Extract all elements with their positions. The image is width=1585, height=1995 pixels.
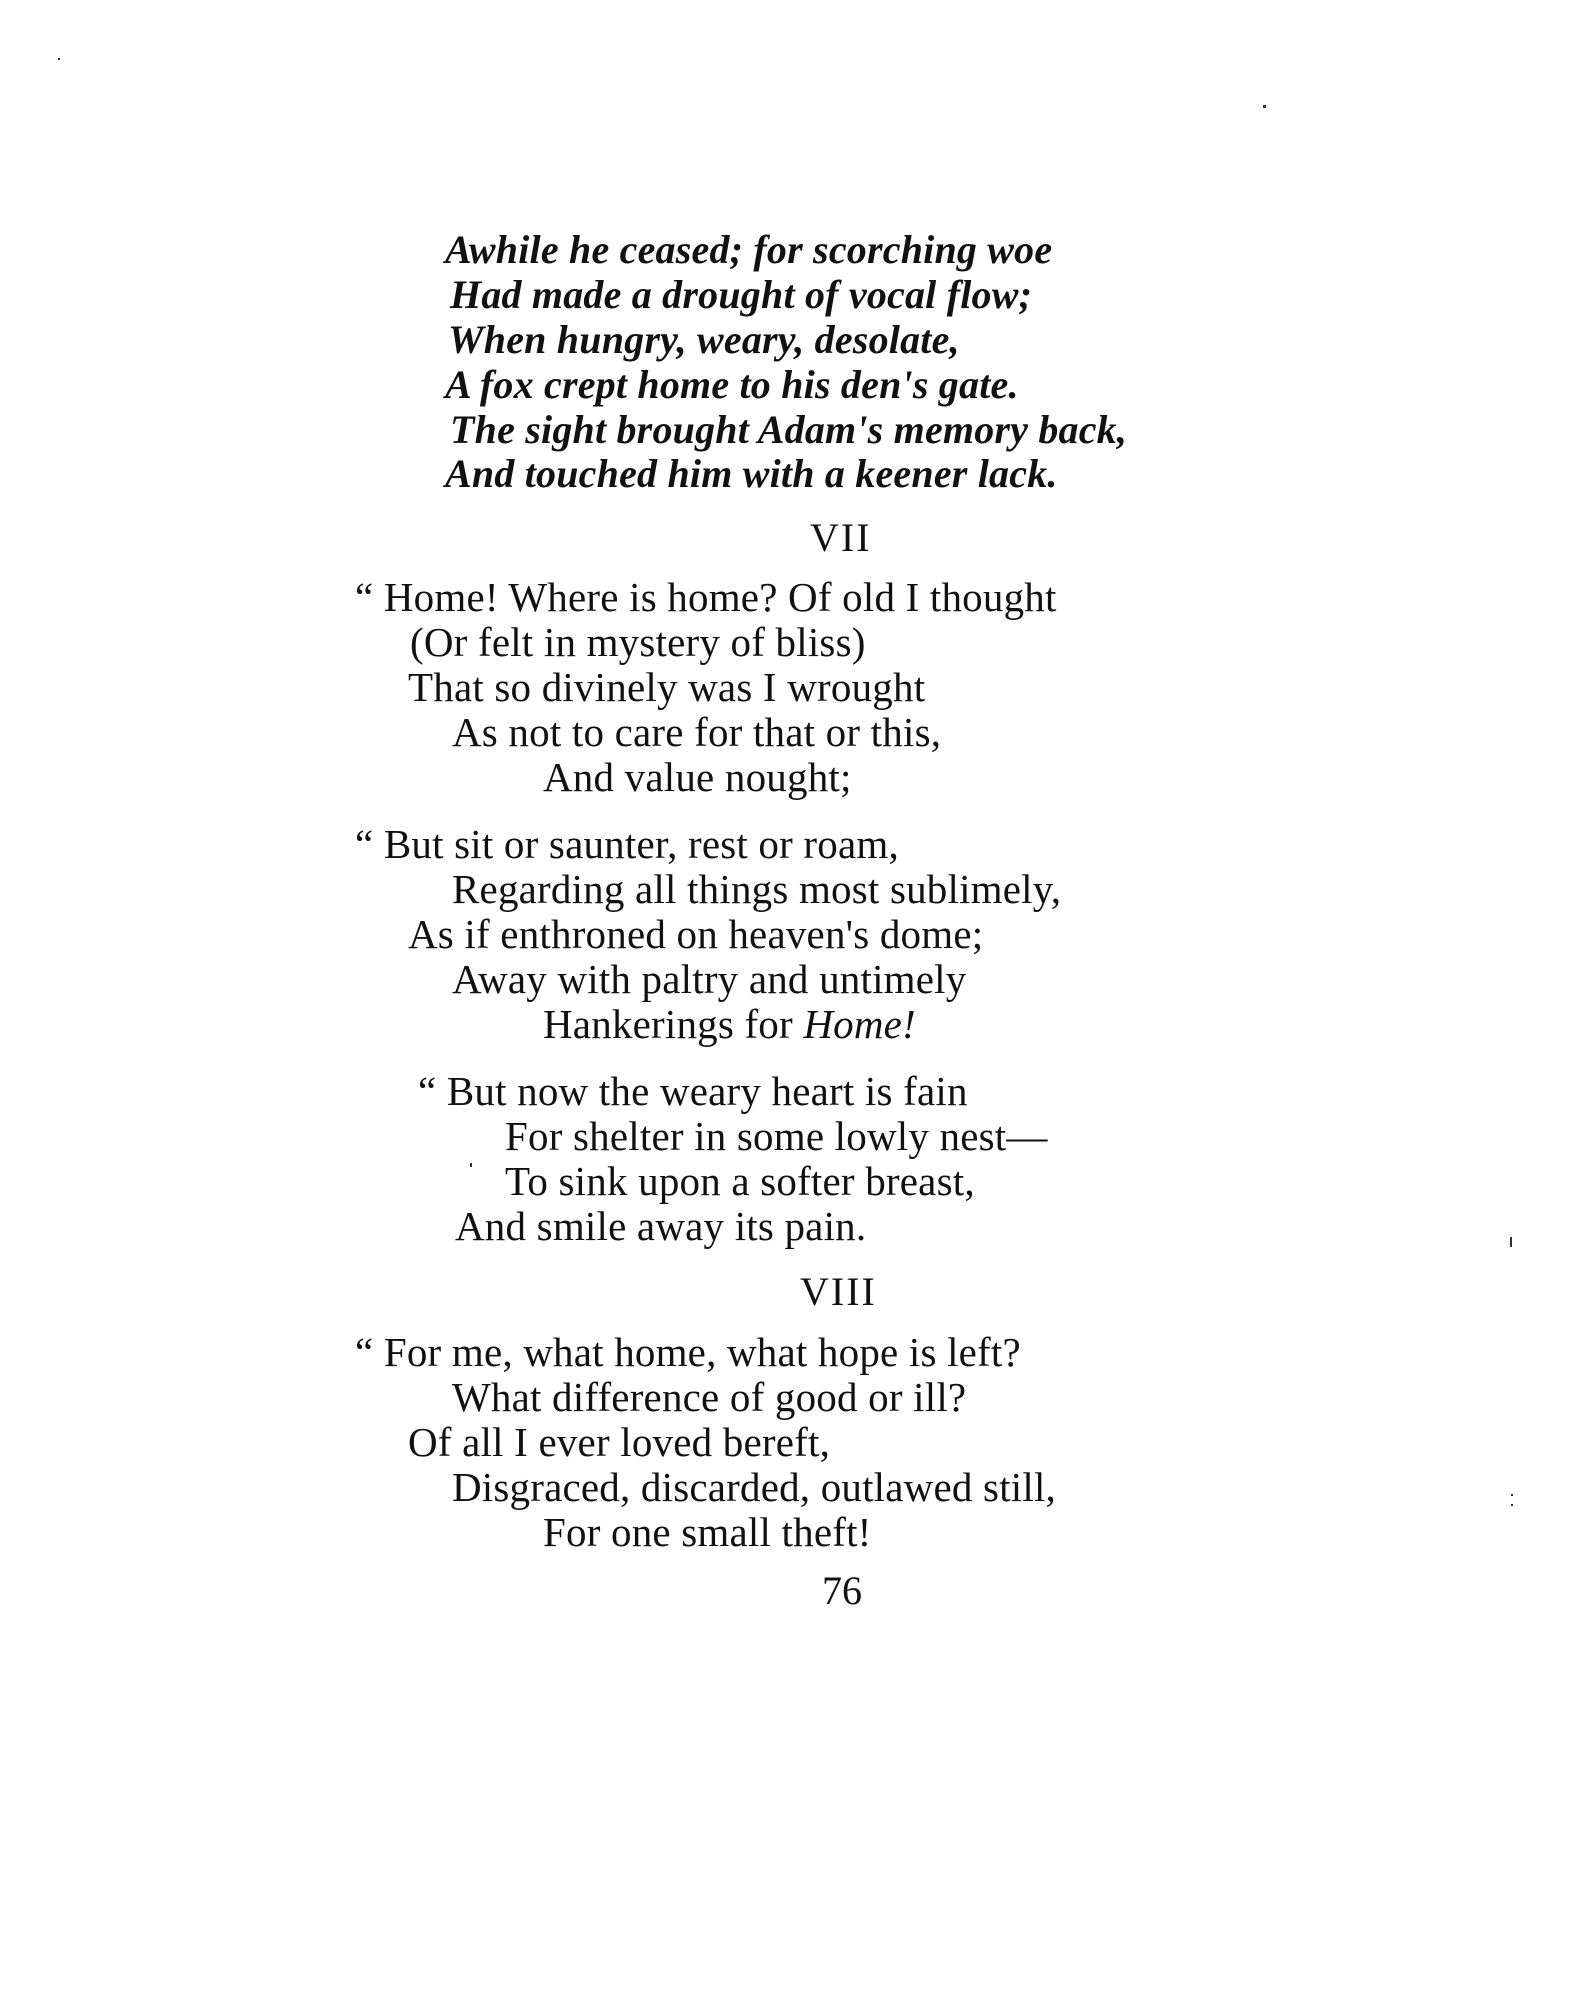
vii-stanza1-line-4: As not to care for that or this,	[452, 709, 942, 755]
vii-stanza3-line-3: To sink upon a softer breast,	[505, 1158, 975, 1204]
vii-stanza3-line-4: And smile away its pain.	[455, 1203, 867, 1249]
scan-speck	[1263, 105, 1266, 108]
viii-stanza1-line-2: What difference of good or ill?	[452, 1374, 967, 1420]
vii-stanza2-line-1: “ But sit or saunter, rest or roam,	[355, 821, 899, 867]
vii-stanza1-line-5: And value nought;	[543, 754, 852, 800]
viii-stanza1-line-5: For one small theft!	[543, 1509, 872, 1555]
scan-speck	[470, 1163, 472, 1167]
intro-line-5: The sight brought Adam's memory back,	[450, 407, 1128, 452]
scan-speck	[1511, 1504, 1513, 1506]
section-heading-vii: VII	[810, 515, 872, 560]
intro-line-3: When hungry, weary, desolate,	[448, 317, 960, 362]
vii-stanza2-line-5-text: Hankerings for	[543, 1001, 804, 1047]
vii-stanza3-line-2: For shelter in some lowly nest—	[505, 1113, 1048, 1159]
scan-speck	[1511, 1494, 1513, 1496]
page-number: 76	[822, 1568, 862, 1613]
vii-stanza2-line-4: Away with paltry and untimely	[452, 956, 967, 1002]
vii-stanza1-line-2: (Or felt in mystery of bliss)	[410, 619, 866, 665]
intro-line-2: Had made a drought of vocal flow;	[450, 272, 1033, 317]
viii-stanza1-line-1: “ For me, what home, what hope is left?	[355, 1329, 1021, 1375]
vii-stanza2-line-5	[543, 1002, 916, 1046]
vii-stanza1-line-1: “ Home! Where is home? Of old I thought	[355, 574, 1057, 620]
scan-speck	[58, 58, 60, 60]
intro-line-1: Awhile he ceased; for scorching woe	[445, 227, 1053, 272]
vii-stanza1-line-3: That so divinely was I wrought	[408, 664, 926, 710]
viii-stanza1-line-4: Disgraced, discarded, outlawed still,	[452, 1464, 1057, 1510]
vii-stanza2-line-3: As if enthroned on heaven's dome;	[408, 911, 984, 957]
section-heading-viii: VIII	[800, 1269, 877, 1314]
scan-speck	[1510, 1237, 1512, 1247]
intro-line-4: A fox crept home to his den's gate.	[445, 362, 1019, 407]
home-italic-word: Home!	[803, 1001, 916, 1047]
vii-stanza3-line-1: “ But now the weary heart is fain	[418, 1068, 968, 1114]
intro-line-6: And touched him with a keener lack.	[445, 451, 1058, 496]
vii-stanza2-line-2: Regarding all things most sublimely,	[452, 866, 1062, 912]
viii-stanza1-line-3: Of all I ever loved bereft,	[408, 1419, 831, 1465]
